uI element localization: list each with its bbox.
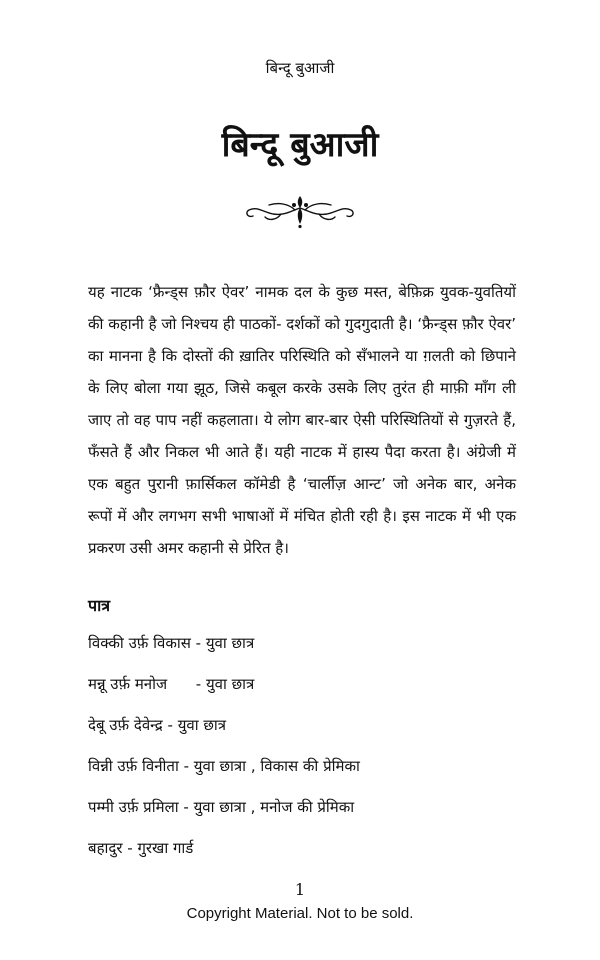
flourish-ornament-icon	[245, 190, 355, 230]
cast-list	[88, 630, 528, 876]
cast-item: पम्मी उर्फ़ प्रमिला - युवा छात्रा , मनोज की प्रेमिका	[88, 798, 355, 816]
running-header: बिन्दू बुआजी	[265, 59, 335, 77]
copyright-notice: Copyright Material. Not to be sold.	[186, 905, 414, 922]
page-number: 1	[294, 880, 306, 899]
intro-paragraph: यह नाटक ‘फ्रैन्ड्स फ़ौर ऐवर’ नामक दल के कुछ मस्त, बेफ़िक्र युवक-युवतियों की कहानी है जो निश्चय ही पाठकों- दर्शकों को गुदगुदाती है। ‘फ्रैन्ड्स फ़ौर ऐवर’ का मानना है कि दोस्तों की ख़ातिर परिस्थिति को सँभालने या ग़लती को छिपाने के लिए बोला गया झूठ, जिसे कबूल करके उसके लिए तुरंत ही माफ़ी माँग ली जाए तो वह पाप नहीं कहलाता। ये लोग बार-बार ऐसी परिस्थितियों से गुज़रते हैं, फँसते हैं और निकल भी आते हैं। यही नाटक में हास्य पैदा करता है। अंग्रेजी में एक बहुत पुरानी फ़ार्सिकल कॉमेडी है ‘चार्लीज़ आन्ट’ जो अनेक बार, अनेक रूपों में और लगभग सभी भाषाओं में मंचित होती रही है। इस नाटक में भी एक प्रकरण उसी अमर कहानी से प्रेरित है।	[88, 283, 516, 557]
cast-heading: पात्र	[88, 596, 111, 615]
cast-item: विन्नी उर्फ़ विनीता - युवा छात्रा , विकास की प्रेमिका	[88, 757, 360, 775]
cast-item: बहादुर - गुरखा गार्ड	[88, 839, 194, 857]
cast-item: मन्नू उर्फ़ मनोज - युवा छात्र	[88, 675, 255, 693]
cast-item: विक्की उर्फ़ विकास - युवा छात्र	[88, 634, 255, 652]
cast-item: देबू उर्फ़ देवेन्द्र - युवा छात्र	[88, 716, 227, 734]
page-title: बिन्दू बुआजी	[221, 125, 379, 165]
